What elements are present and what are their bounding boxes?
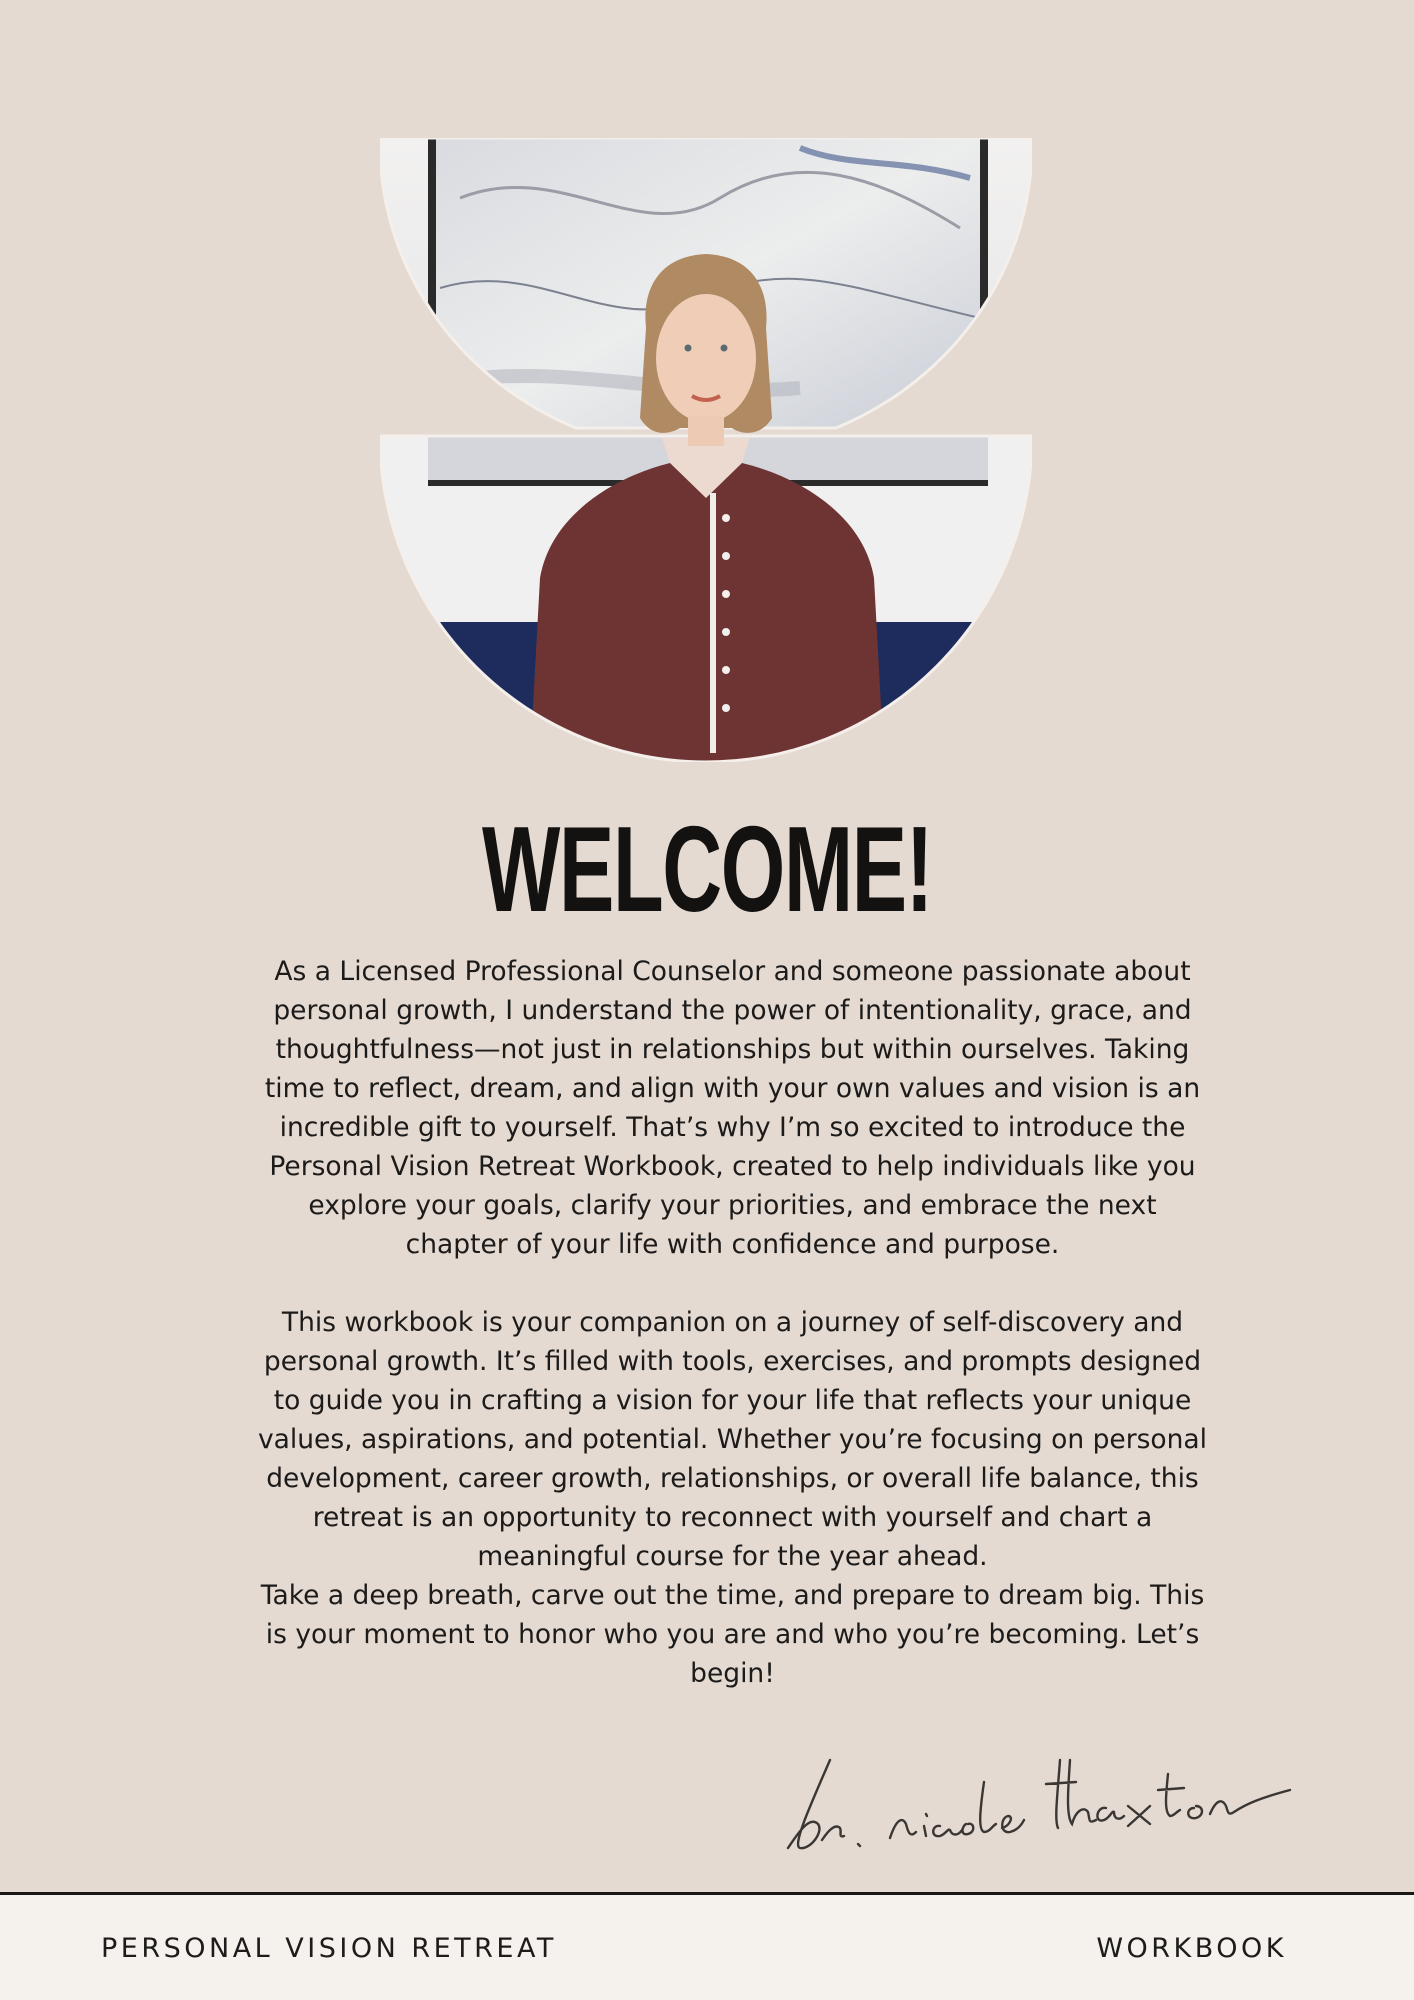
page-title: WELCOME! bbox=[482, 801, 932, 937]
footer-title: PERSONAL VISION RETREAT bbox=[101, 1933, 557, 1964]
signature bbox=[770, 1720, 1330, 1870]
letter-paragraph: This workbook is your companion on a journey of self-discovery and personal growth. It’s filled with tools, exercises, and prompts designed to guide you in crafting a vision for your life that reflects your unique values, aspirations, and potential. Whether you’re focusing on personal development, career growth, relationships, or overall life balance, this retreat is an opportunity to reconnect with yourself and chart a meaningful course for the year ahead. bbox=[257, 1307, 1208, 1572]
letter-paragraph: As a Licensed Professional Counselor and someone passionate about personal growth, I understand the power of intentionality, grace, and thoughtfulness—not just in relationships but within ourselves. Taking time to reflect, dream, and align with your own values and vision is an incredible gift to yourself. That’s why I’m so excited to introduce the Personal Vision Retreat Workbook, created to help individuals like you explore your goals, clarify your priorities, and embrace the next chapter of your life with confidence and purpose. bbox=[264, 956, 1201, 1260]
welcome-letter bbox=[255, 952, 1210, 1693]
footer-label: WORKBOOK bbox=[1096, 1933, 1287, 1964]
portrait-photo bbox=[380, 138, 1032, 762]
letter-paragraph: Take a deep breath, carve out the time, and prepare to dream big. This is your moment to honor who you are and who you’re becoming. Let’s begin! bbox=[260, 1580, 1205, 1689]
footer bbox=[0, 1895, 1414, 2000]
